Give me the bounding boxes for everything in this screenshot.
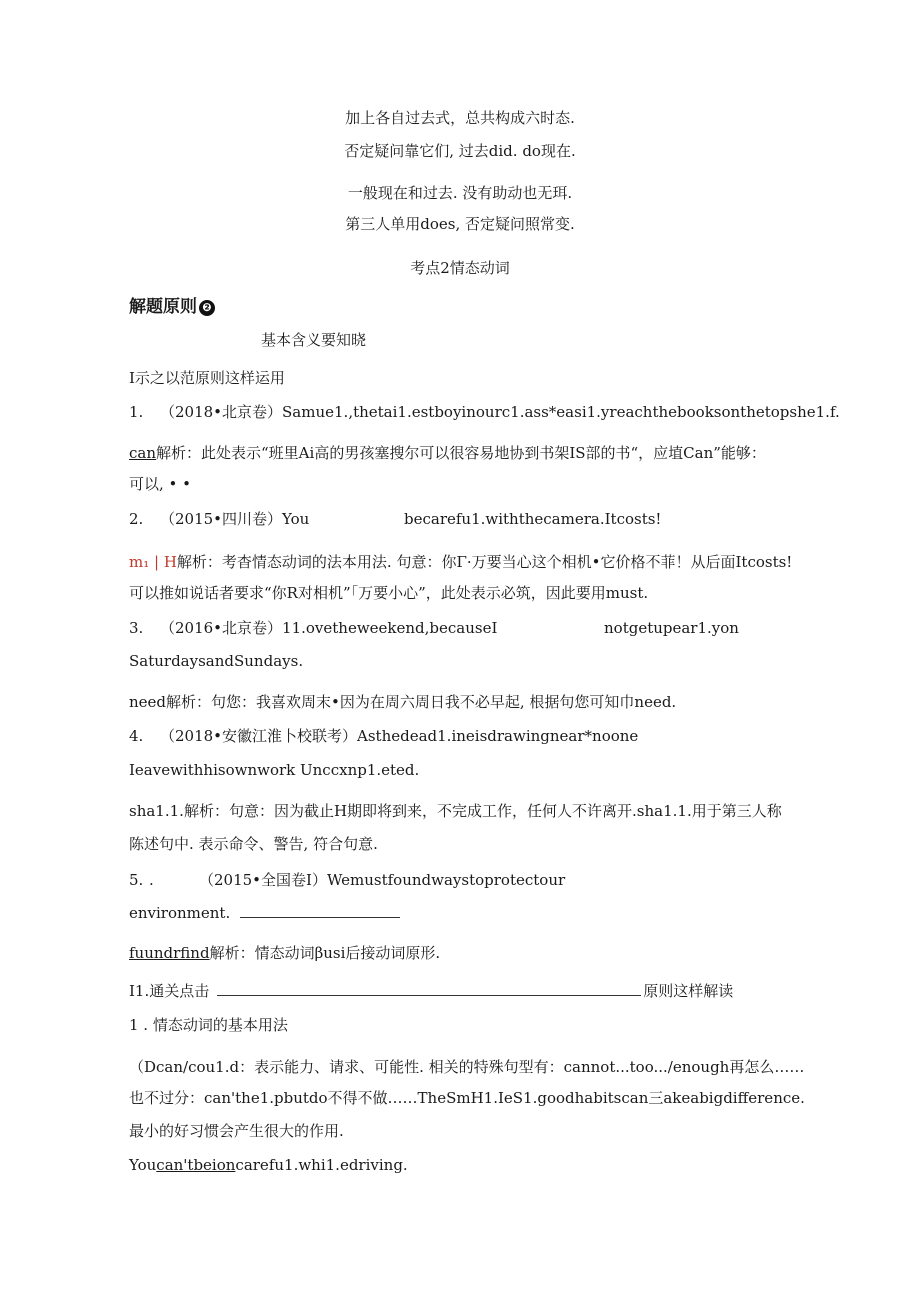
usage-line-3: 最小的好习惯会产生很大的作用.	[129, 1122, 344, 1140]
q1-line	[129, 402, 840, 422]
q2-text-b: becarefu1.withthecamera.Itcosts!	[404, 510, 662, 528]
q3-answer: need	[129, 693, 167, 711]
section-title: 考点2情态动词	[410, 259, 510, 277]
examples-heading: I示之以范原则这样运用	[129, 369, 285, 387]
principle-label: 解题原则	[129, 297, 197, 317]
pass-heading	[129, 981, 733, 1001]
q4-analysis-line	[129, 801, 782, 821]
q2-number: 2.	[129, 510, 144, 528]
q3-analysis-line	[129, 692, 676, 712]
q3-number: 3.	[129, 619, 144, 637]
q1-analysis-line	[129, 443, 766, 463]
q3-text-a: （2016•北京卷）11.ovetheweekend,becauseI	[160, 619, 498, 637]
rhyme-line-4: 第三人单用does, 否定疑问照常变.	[345, 215, 575, 233]
q2-line	[129, 509, 661, 529]
point-1-heading: 1 . 情态动词的基本用法	[129, 1016, 288, 1034]
q5-analysis: 解析：情态动词βusi后接动词原形.	[209, 944, 441, 962]
q2-text-a: （2015•四川卷）You	[160, 510, 310, 528]
q2-analysis-line	[129, 552, 792, 572]
q1-analysis-cont: 可以, • •	[129, 475, 191, 493]
q5-text2: environment.	[129, 904, 231, 922]
rhyme-line-1: 加上各自过去式，总共构成六时态.	[345, 109, 575, 127]
usage-line-4	[129, 1155, 408, 1175]
q5-dot: .	[149, 871, 154, 889]
principle-subtitle: 基本含义要知晓	[261, 331, 367, 349]
q4-analysis-cont: 陈述句中. 表示命令、警告, 符合句意.	[129, 835, 378, 853]
q5-blank	[240, 903, 400, 918]
q3-text-b: notgetupear1.yon	[604, 619, 739, 637]
rhyme-line-2: 否定疑问靠它们, 过去did. do现在.	[344, 142, 576, 160]
usage-line-4-pre: You	[129, 1156, 157, 1174]
q1-answer: can	[129, 444, 157, 462]
usage-line-2: 也不过分：can'the1.pbutdo不得不做……TheSmH1.IeS1.goodhabitscan三akeabigdifference.	[129, 1089, 805, 1107]
q4-number: 4.	[129, 727, 144, 745]
q5-answer: fuundrfind	[129, 944, 210, 962]
usage-line-4-post: carefu1.whi1.edriving.	[235, 1156, 408, 1174]
q1-analysis: 解析：此处表示“班里Ai高的男孩塞搜尔可以很容易地协到书架IS部的书“，应埴Can”能够：	[156, 444, 766, 462]
q1-text: （2018•北京卷）Samue1.,thetai1.estboyinourc1.ass*easi1.yreachthebooksonthetopshe1.f.	[160, 403, 840, 421]
q5-text: （2015•全国卷I）Wemustfoundwaystoprotectour	[199, 871, 566, 889]
q4-answer: sha1.1.	[129, 802, 184, 820]
q2-analysis-cont: 可以推如说话者要求“你R对相机”「万要小心”，此处表示必筑，因此要用must.	[129, 584, 649, 602]
q2-analysis: 解析：考杳情态动词的法本用法. 句意：你Γ·万要当心这个相机•它价格不菲！从后面Itcosts!	[176, 553, 793, 571]
q5-analysis-line	[129, 943, 440, 963]
q4-text-cont: Ieavewithhisownwork Unccxnp1.eted.	[129, 761, 420, 779]
q4-text: （2018•安徽江淮卜校联考）Asthedead1.ineisdrawingnear*noone	[160, 727, 639, 745]
q3-analysis: 解析：句您：我喜欢周末•因为在周六周日我不必早起, 根据句您可知巾need.	[166, 693, 677, 711]
pass-right: 原则这样解读	[643, 982, 734, 1000]
q3-text-cont: SaturdaysandSundays.	[129, 652, 304, 670]
q1-number: 1.	[129, 403, 144, 421]
usage-line-1: （Dcan/cou1.d：表示能力、请求、可能性. 相关的特殊句型有：cannot...too.../enough再怎么……	[129, 1058, 805, 1076]
q2-answer: m₁ | H	[129, 553, 177, 571]
q5-number: 5.	[129, 871, 144, 889]
pass-left: I1.通关点击	[129, 982, 210, 1000]
q4-line	[129, 726, 638, 746]
principle-heading	[129, 297, 215, 317]
usage-line-4-answer: can'tbeion	[156, 1156, 236, 1174]
q4-analysis: 解析：句意：因为截止H期即将到来，不完成工作，任何人不许离开.sha1.1.用于第三人称	[183, 802, 782, 820]
q5-line	[129, 870, 565, 890]
q5-text-cont	[129, 903, 400, 923]
principle-badge: ❷	[199, 300, 215, 316]
rhyme-line-3: 一般现在和过去. 没有助动也无珥.	[347, 184, 573, 202]
q3-line	[129, 618, 739, 638]
pass-rule	[217, 981, 641, 996]
